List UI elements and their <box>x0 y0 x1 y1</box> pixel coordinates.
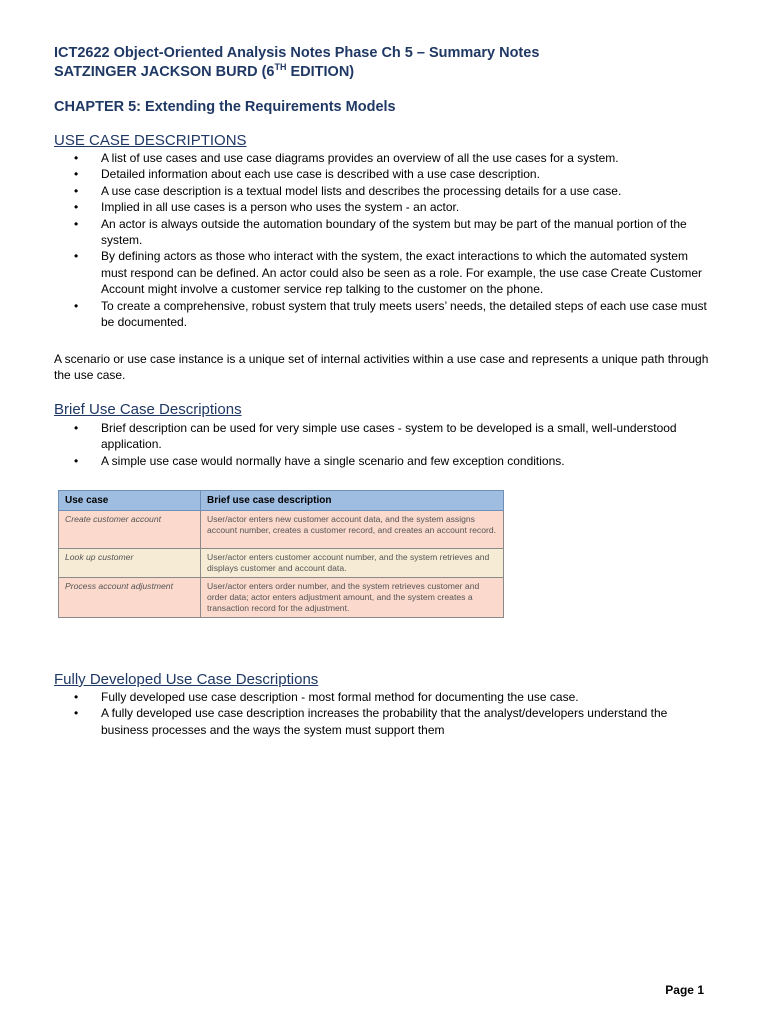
list-item-text: An actor is always outside the automation boundary of the system but may be part of the manual portion of the system. <box>101 216 687 248</box>
list-item <box>54 298 714 331</box>
list-item-text: Brief description can be used for very simple use cases - system to be developed is a small, well-understood application. <box>101 421 677 452</box>
list-item <box>54 183 714 199</box>
table-row <box>59 549 504 578</box>
bullet-icon: • <box>74 216 79 231</box>
subtitle-suffix: EDITION) <box>286 64 355 80</box>
subtitle-prefix: SATZINGER JACKSON BURD (6 <box>54 64 275 80</box>
use-case-cell: Create customer account <box>59 511 201 549</box>
document-title: ICT2622 Object-Oriented Analysis Notes Phase Ch 5 – Summary Notes <box>54 45 540 61</box>
column-header-use-case: Use case <box>59 491 201 511</box>
list-item <box>54 166 714 182</box>
list-item <box>54 420 714 453</box>
list-item-text: Fully developed use case description - most formal method for documenting the use case. <box>101 690 579 704</box>
bullet-icon: • <box>74 453 79 468</box>
bullet-icon: • <box>74 421 79 435</box>
bullet-list-use-case-descriptions <box>54 150 714 330</box>
description-cell: User/actor enters customer account number, and the system retrieves and displays customer and account data. <box>201 549 504 578</box>
bullet-icon: • <box>74 167 79 182</box>
list-item <box>54 150 714 166</box>
table-row <box>59 511 504 549</box>
page-number: Page 1 <box>665 983 704 997</box>
table-header-row <box>59 491 504 511</box>
list-item <box>54 453 714 469</box>
description-cell: User/actor enters new customer account data, and the system assigns account number, creates a customer record, and creates an account record. <box>201 511 504 549</box>
list-item-text: Implied in all use cases is a person who uses the system - an actor. <box>101 200 460 215</box>
bullet-icon: • <box>74 249 79 264</box>
list-item-text: A list of use cases and use case diagrams provides an overview of all the use cases for a system. <box>101 151 619 165</box>
brief-use-case-table <box>58 490 504 618</box>
bullet-icon: • <box>74 298 79 313</box>
column-header-description: Brief use case description <box>201 491 504 511</box>
list-item-text: To create a comprehensive, robust system that truly meets users’ needs, the detailed steps of each use case must be documented. <box>101 298 707 330</box>
list-item <box>54 199 714 215</box>
description-cell: User/actor enters order number, and the system retrieves customer and order data; actor enters adjustment amount, and the system creates a transaction record for the adjustment. <box>201 578 504 618</box>
list-item <box>54 705 714 738</box>
bullet-icon: • <box>74 690 79 704</box>
bullet-list-fully-developed <box>54 689 714 738</box>
list-item-text: A fully developed use case description increases the probability that the analyst/developers understand the business processes and the ways the system must support them <box>101 706 668 737</box>
scenario-paragraph: A scenario or use case instance is a unique set of internal activities within a use case and represents a unique path through the use case. <box>54 352 709 383</box>
bullet-icon: • <box>74 151 79 165</box>
use-case-cell: Look up customer <box>59 549 201 578</box>
section-heading-use-case-descriptions: USE CASE DESCRIPTIONS <box>54 132 247 149</box>
list-item-text: By defining actors as those who interact with the system, the exact interactions to which the automated system must respond can be defined. An actor could also be seen as a role. For example, the use case Create Customer Account might involve a customer service rep talking to the customer on the phone. <box>101 249 703 297</box>
bullet-list-brief <box>54 420 714 469</box>
table-row <box>59 578 504 618</box>
bullet-icon: • <box>74 706 79 721</box>
section-heading-fully-developed: Fully Developed Use Case Descriptions <box>54 671 319 688</box>
list-item-text: A simple use case would normally have a single scenario and few exception conditions. <box>101 453 565 468</box>
list-item <box>54 248 714 297</box>
chapter-heading: CHAPTER 5: Extending the Requirements Models <box>54 99 396 115</box>
section-heading-brief: Brief Use Case Descriptions <box>54 401 242 418</box>
subtitle-superscript: TH <box>274 62 287 73</box>
bullet-icon: • <box>74 183 79 198</box>
bullet-icon: • <box>74 200 79 215</box>
list-item <box>54 689 714 705</box>
document-subtitle <box>54 63 354 81</box>
list-item-text: A use case description is a textual model lists and describes the processing details for a use case. <box>101 183 622 198</box>
list-item <box>54 216 714 249</box>
use-case-cell: Process account adjustment <box>59 578 201 618</box>
list-item-text: Detailed information about each use case is described with a use case description. <box>101 167 540 182</box>
